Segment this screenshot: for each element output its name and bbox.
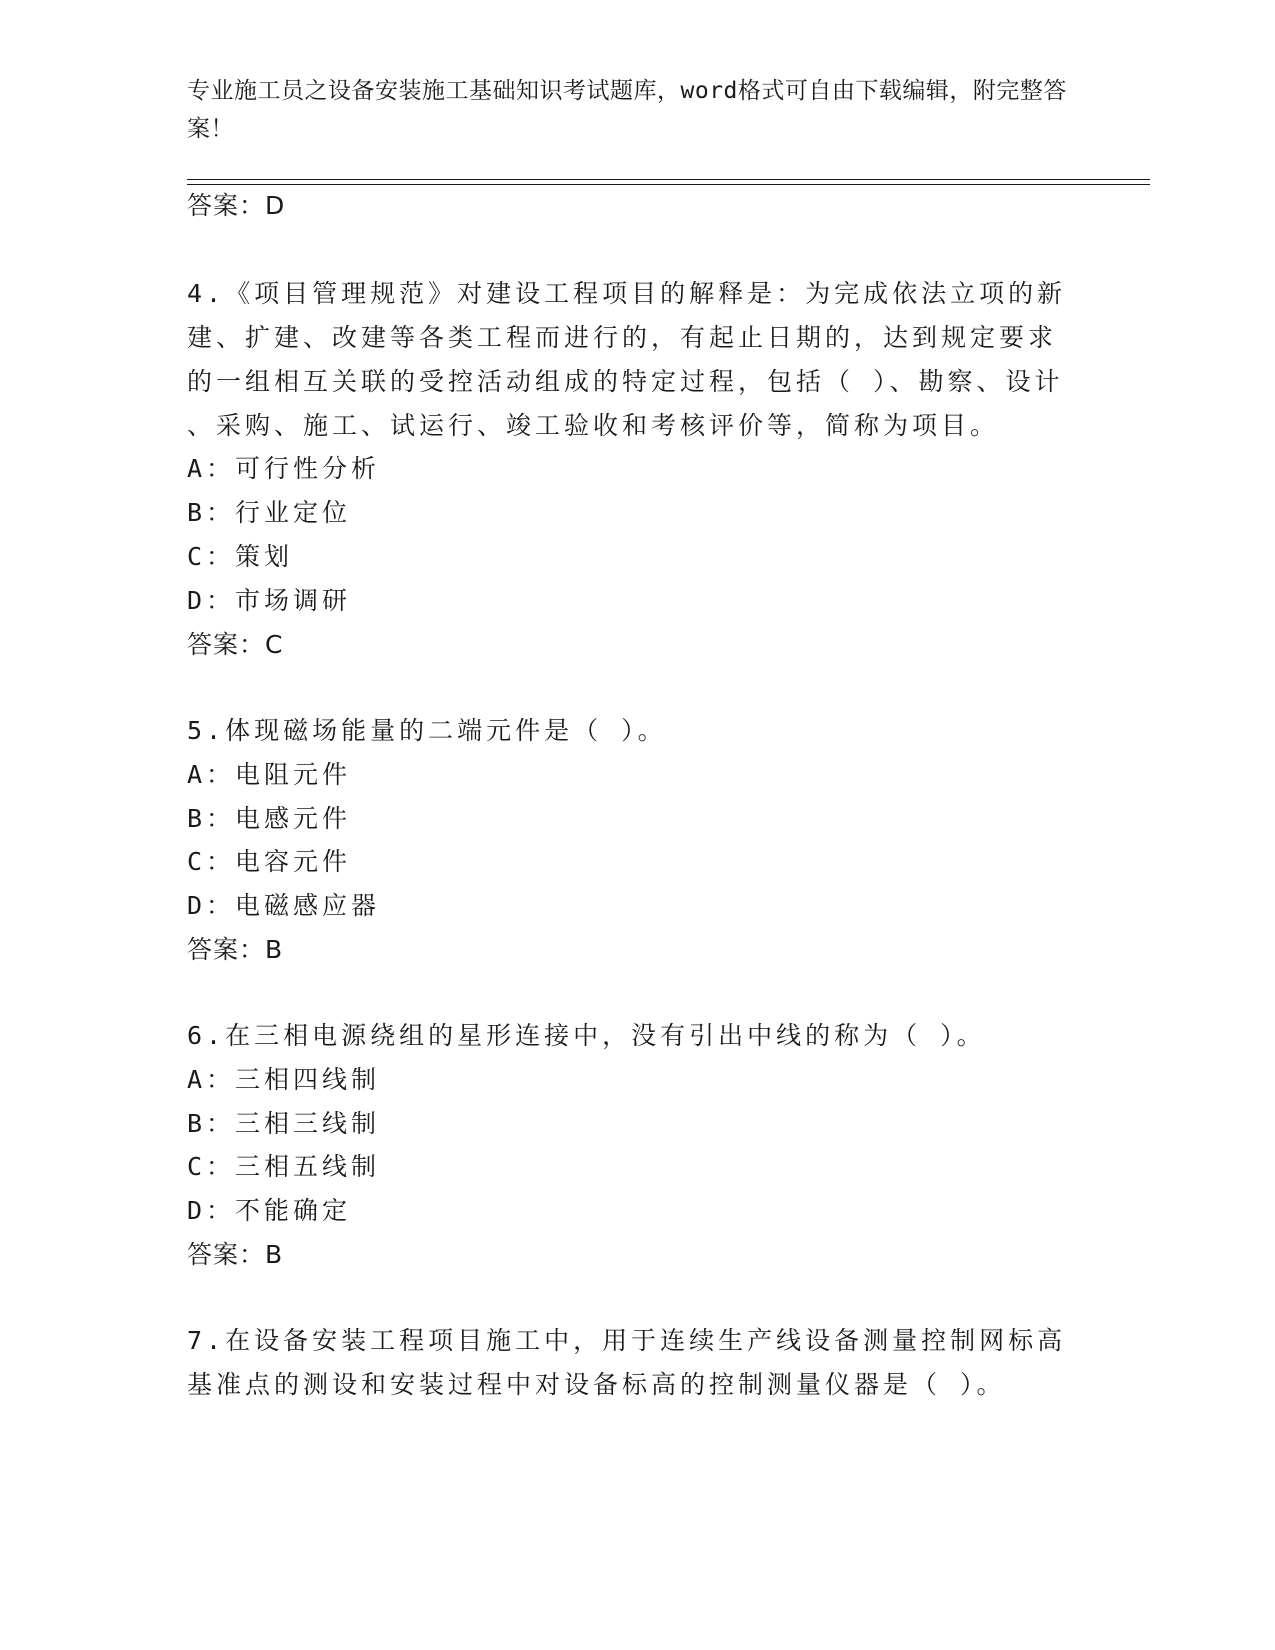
question-4-line-3: 的一组相互关联的受控活动组成的特定过程，包括（ ）、勘察、设计 (187, 367, 1064, 396)
question-4-line-2: 建、扩建、改建等各类工程而进行的，有起止日期的，达到规定要求 (187, 323, 1058, 352)
question-6-option-d: D：不能确定 (187, 1196, 352, 1225)
question-4-line-1: 4.《项目管理规范》对建设工程项目的解释是：为完成依法立项的新 (187, 279, 1067, 308)
question-5-option-a: A：电阻元件 (187, 760, 352, 789)
question-7-line-1: 7.在设备安装工程项目施工中，用于连续生产线设备测量控制网标高 (187, 1326, 1067, 1355)
answer-q3: 答案：D (187, 191, 286, 220)
question-5-option-d: D：电磁感应器 (187, 891, 381, 920)
question-4-option-d: D：市场调研 (187, 586, 352, 615)
header-divider-top (187, 179, 1150, 180)
question-6-line-1: 6.在三相电源绕组的星形连接中，没有引出中线的称为（ ）。 (187, 1021, 986, 1050)
answer-q5: 答案：B (187, 935, 284, 964)
question-6-option-a: A：三相四线制 (187, 1065, 381, 1094)
question-7-line-2: 基准点的测设和安装过程中对设备标高的控制测量仪器是（ ）。 (187, 1370, 1006, 1399)
question-4-option-b: B：行业定位 (187, 498, 352, 527)
question-5-line-1: 5.体现磁场能量的二端元件是（ ）。 (187, 716, 667, 745)
header-divider-bottom (187, 184, 1150, 185)
question-5-option-c: C：电容元件 (187, 847, 352, 876)
question-4-line-4: 、采购、施工、试运行、竣工验收和考核评价等，简称为项目。 (187, 411, 1000, 440)
answer-q6: 答案：B (187, 1240, 284, 1269)
question-6-option-c: C：三相五线制 (187, 1152, 381, 1181)
question-4-option-a: A：可行性分析 (187, 454, 381, 483)
question-6-option-b: B：三相三线制 (187, 1109, 381, 1138)
question-4-option-c: C：策划 (187, 542, 294, 571)
document-header: 专业施工员之设备安装施工基础知识考试题库，word格式可自由下载编辑，附完整答案！ (187, 78, 1067, 142)
question-5-option-b: B：电感元件 (187, 804, 352, 833)
answer-q4: 答案：C (187, 630, 284, 659)
